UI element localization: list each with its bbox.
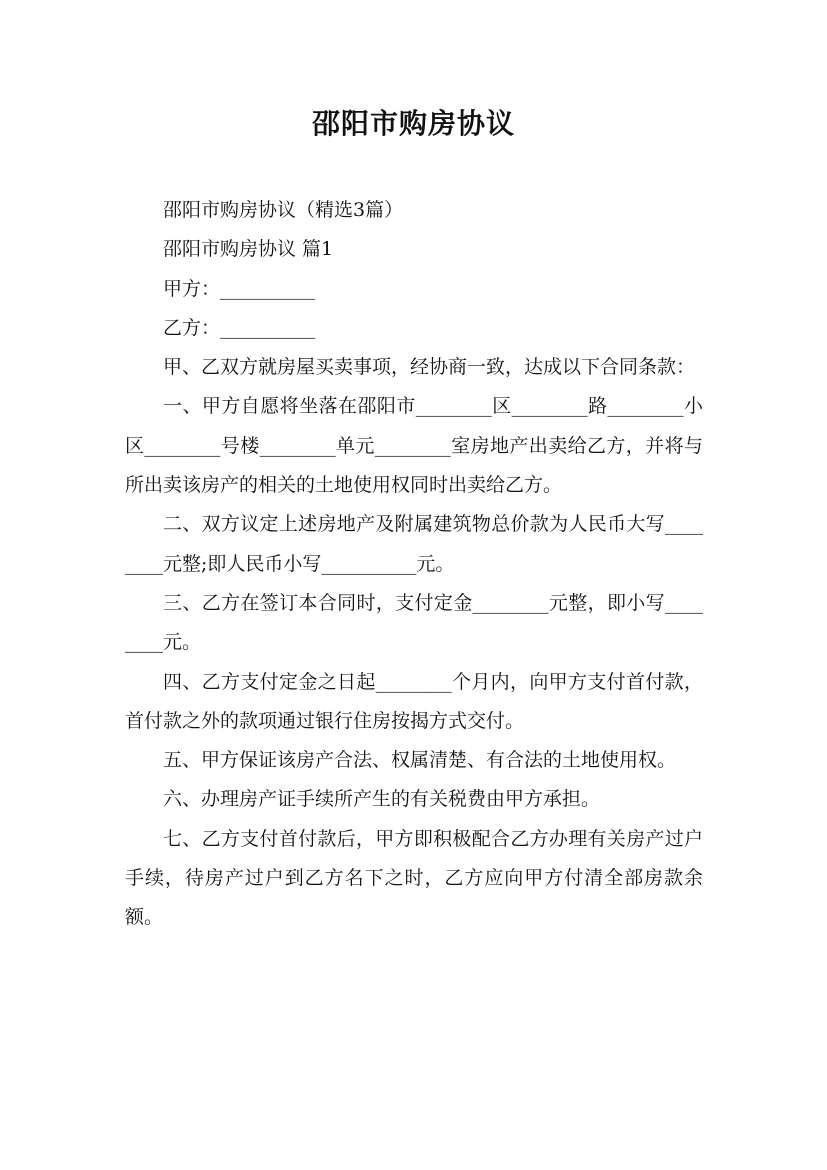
paragraph-clause-4: 四、乙方支付定金之日起________个月内，向甲方支付首付款，首付款之外的款项通过银行住房按揭方式交付。 — [125, 670, 703, 732]
paragraph-party-b: 乙方：__________ — [163, 316, 316, 339]
document-title: 邵阳市购房协议 — [311, 107, 515, 140]
paragraph-subtitle: 邵阳市购房协议（精选3篇） — [163, 199, 404, 221]
paragraph-preamble: 甲、乙双方就房屋买卖事项，经协商一致，达成以下合同条款： — [163, 356, 696, 379]
paragraph-section-heading: 邵阳市购房协议 篇1 — [163, 238, 334, 261]
paragraph-party-a: 甲方：__________ — [163, 277, 316, 300]
document-body — [125, 191, 703, 938]
paragraph-clause-2: 二、双方议定上述房地产及附属建筑物总价款为人民币大写________元整;即人民币小写__________元。 — [125, 513, 703, 575]
paragraph-clause-1: 一、甲方自愿将坐落在邵阳市________区________路________小区________号楼________单元________室房地产出卖给乙方，并将与所出卖该房产的相关的土地使用权同时出卖给乙方。 — [125, 395, 703, 497]
paragraph-clause-3: 三、乙方在签订本合同时，支付定金________元整，即小写________元。 — [125, 591, 703, 654]
paragraph-clause-5: 五、甲方保证该房产合法、权属清楚、有合法的土地使用权。 — [163, 749, 677, 772]
paragraph-clause-7: 七、乙方支付首付款后，甲方即积极配合乙方办理有关房产过户手续，待房产过户到乙方名下之时，乙方应向甲方付清全部房款余额。 — [125, 827, 703, 929]
paragraph-clause-6: 六、办理房产证手续所产生的有关税费由甲方承担。 — [163, 788, 601, 811]
